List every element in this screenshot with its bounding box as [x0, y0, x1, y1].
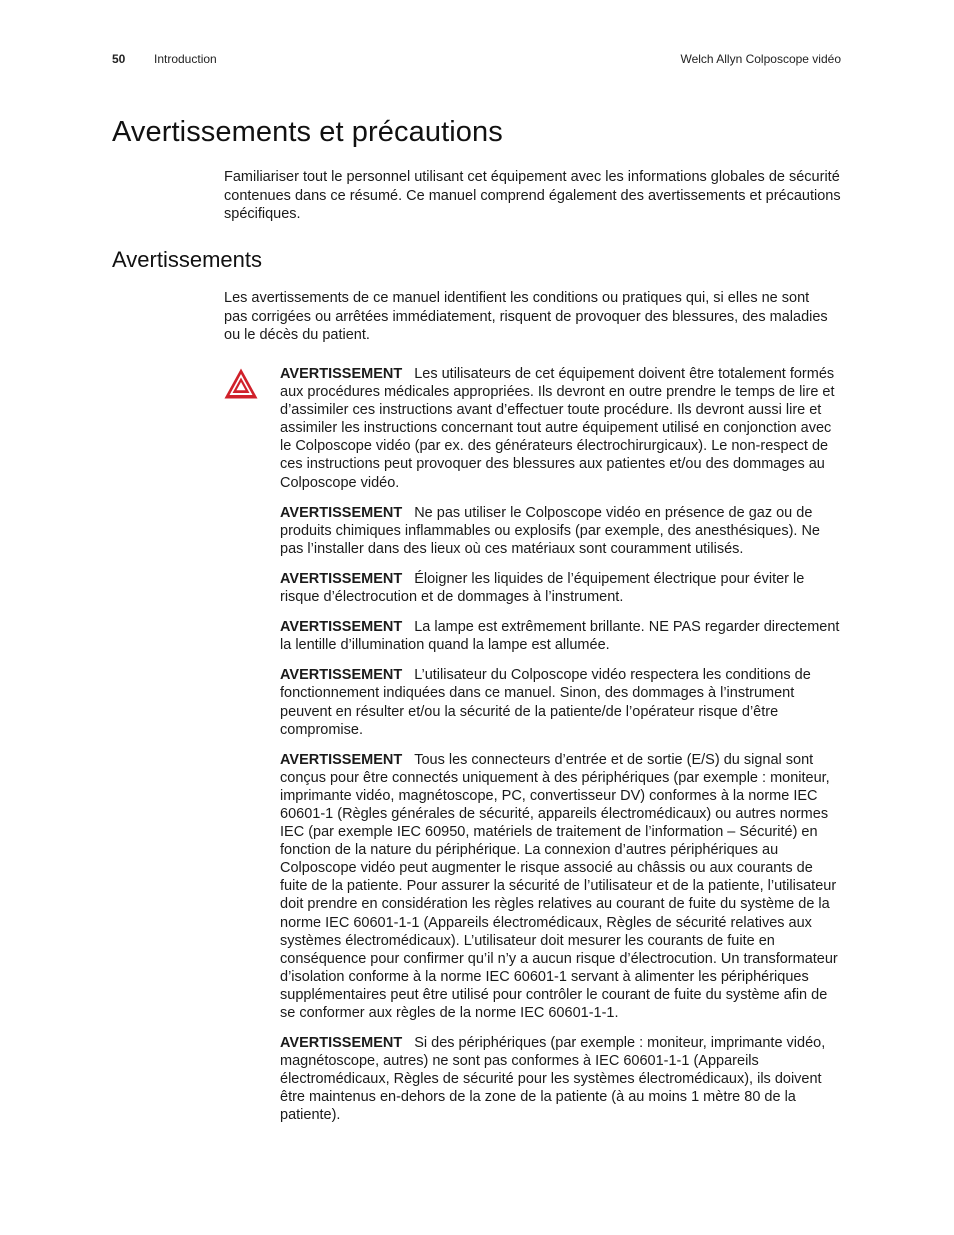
warning-paragraph — [280, 666, 842, 738]
warning-paragraph — [280, 1034, 842, 1124]
warning-text: Ne pas utiliser le Colposcope vidéo en présence de gaz ou de produits chimiques inflammables ou explosifs (par exemple, des anesthésiques). Ne pas l’installer dans des lieux où ces matériaux sont couramment utilisés. — [280, 504, 820, 557]
warning-text: Les utilisateurs de cet équipement doivent être totalement formés aux procédures médicales appropriées. Ils devront en outre prendre le temps de lire et d’assimiler ces instructions avant d’effectuer toute procédure. Ils devront aussi lire et assimiler les instructions concernant tout autre équipement utilisé en conjonction avec le Colposcope vidéo (par ex. des générateurs électrochirurgicaux). Le non-respect de ces instructions peut provoquer des blessures aux patientes et/ou des dommages au Colposcope vidéo. — [280, 366, 835, 491]
warning-label: AVERTISSEMENT — [280, 667, 403, 684]
warning-text: La lampe est extrêmement brillante. NE PAS regarder directement la lentille d’illumination quand la lampe est allumée. — [280, 619, 840, 654]
warning-label: AVERTISSEMENT — [280, 1035, 403, 1052]
warning-paragraph — [280, 504, 842, 558]
warning-paragraph — [280, 751, 842, 1022]
warning-label: AVERTISSEMENT — [280, 366, 403, 382]
warning-label: AVERTISSEMENT — [280, 751, 403, 768]
warning-paragraph — [280, 618, 842, 654]
hazard-triangle-icon — [223, 367, 259, 400]
section-name: Introduction — [154, 52, 217, 66]
section-heading: Avertissements — [112, 247, 262, 272]
warning-label: AVERTISSEMENT — [280, 570, 403, 587]
warning-paragraph — [280, 570, 842, 606]
warning-text: Éloigner les liquides de l’équipement électrique pour éviter le risque d’électrocution et de dommages à l’instrument. — [280, 570, 805, 606]
page-number: 50 — [112, 52, 126, 66]
warning-label: AVERTISSEMENT — [280, 619, 403, 636]
warning-text: Tous les connecteurs d’entrée et de sortie (E/S) du signal sont conçus pour être connectés uniquement à des périphériques (par exemple : moniteur, imprimante vidéo, magnétoscope, PC, convertisseur DV) conformes à la norme IEC 60601-1 (Règles générales de sécurité, appareils électromédicaux) ou autres normes IEC (par exemple IEC 60950, matériels de traitement de l’information – Sécurité) en fonction de la nature du périphérique. La connexion d’autres périphériques au Colposcope vidéo peut augmenter le risque associé au châssis ou aux courants de fuite de la patiente. Pour assurer la sécurité de l’utilisateur et de la patiente, l’utilisateur doit prendre en considération les règles relatives au courant de fuite du système de la norme IEC 60601-1-1 (Appareils électromédicaux, Règles de sécurité relatives aux systèmes électromédicaux). L’utilisateur doit mesurer les courants de fuite en conséquence pour confirmer qu’il n’y a aucun risque d’électrocution. Un transformateur d’isolation conforme à la norme IEC 60601-1 servant à alimenter les périphériques supplémentaires peut être utilisé pour contrôler le courant de fuite du système afin de se conformer aux règles de la norme IEC 60601-1-1. — [280, 751, 838, 1021]
intro-paragraph: Familiariser tout le personnel utilisant cet équipement avec les informations globales de sécurité contenues dans ce résumé. Ce manuel comprend également des avertissements et précautions spécifiques. — [224, 169, 841, 222]
document-title: Welch Allyn Colposcope vidéo — [680, 52, 841, 66]
warning-paragraph — [280, 365, 842, 492]
section-description: Les avertissements de ce manuel identifient les conditions ou pratiques qui, si elles ne sont pas corrigées ou arrêtées immédiatement, risquent de provoquer des blessures, des maladies ou le décès du patient. — [224, 290, 828, 343]
warning-text: Si des périphériques (par exemple : moniteur, imprimante vidéo, magnétoscope, autres) ne sont pas conformes à IEC 60601-1-1 (Appareils électromédicaux, Règles de sécurité pour les systèmes électromédicaux), ils doivent être maintenus en-dehors de la zone de la patiente (à au moins 1 mètre 80 de la patiente). — [280, 1035, 826, 1124]
warning-label: AVERTISSEMENT — [280, 504, 403, 521]
warnings-list — [280, 365, 842, 1137]
page-title: Avertissements et précautions — [112, 116, 503, 148]
warning-text: L’utilisateur du Colposcope vidéo respectera les conditions de fonctionnement indiquées dans ce manuel. Sinon, des dommages à l’instrument peuvent en résulter et/ou la sécurité de la patiente/de l’opérateur risque d’être compromise. — [280, 667, 811, 738]
page-header — [112, 52, 841, 70]
